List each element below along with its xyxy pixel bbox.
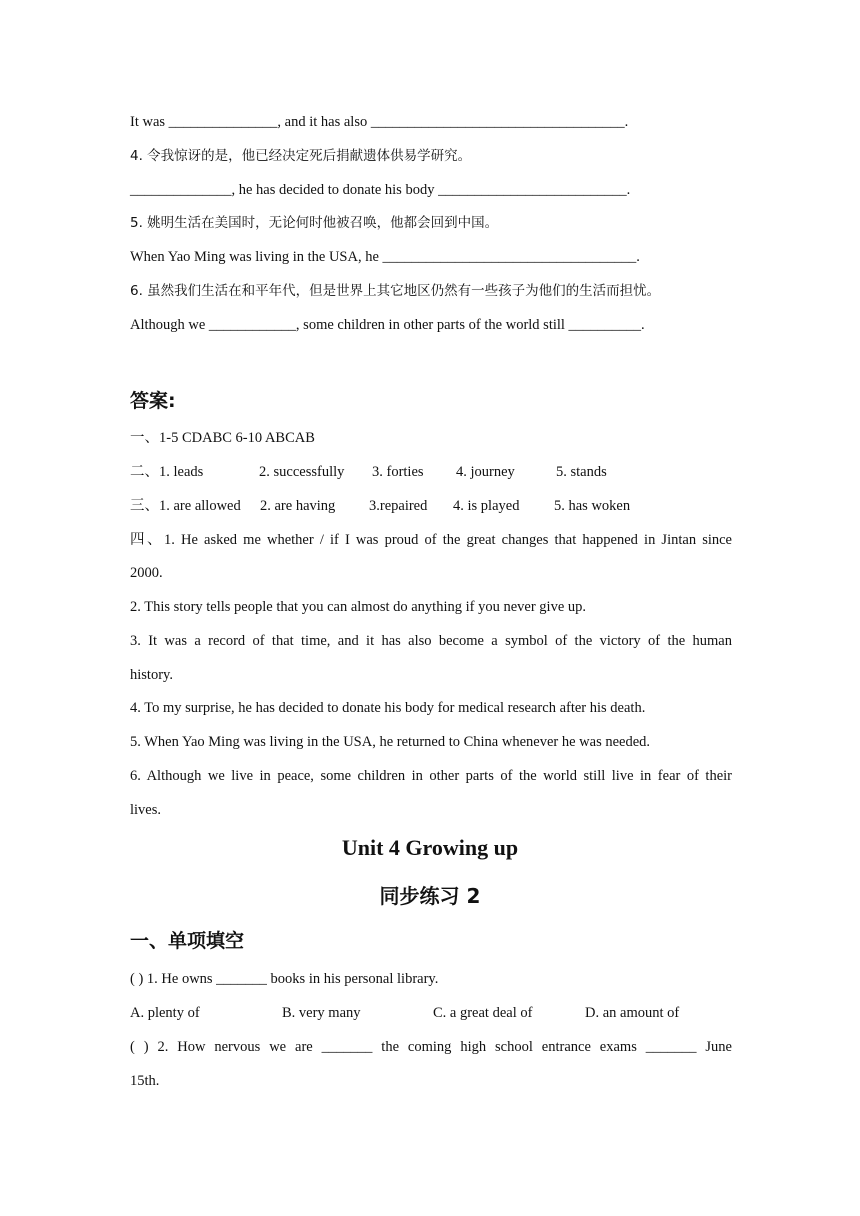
question-1: ( ) 1. He owns _______ books in his personal library.: [130, 971, 439, 987]
q6-english-line: Although we ____________, some children in other parts of the world still __________.: [130, 317, 645, 333]
answer-part2-item: 4. journey: [456, 464, 515, 480]
answers-part2: [130, 463, 732, 481]
unit-title: Unit 4 Growing up: [341, 835, 519, 860]
answers-part4-item6-cont: lives.: [130, 802, 162, 818]
answers-part4-item3: 3. It was a record of that time, and it has also become a symbol of the victory of the human: [130, 633, 732, 649]
q4-chinese-line: 4. 令我惊讶的是，他已经决定死后捐献遗体供易学研究。: [130, 148, 472, 164]
option-b: B. very many: [282, 1005, 361, 1021]
q3-english-line: It was _______________, and it has also ___________________________________.: [130, 114, 629, 130]
answers-part3: [130, 497, 732, 515]
answer-part3-item: 3.repaired: [369, 498, 428, 514]
answers-part1: 一、1-5 CDABC 6-10 ABCAB: [130, 430, 315, 446]
option-c: C. a great deal of: [433, 1005, 533, 1021]
answers-part4-item4: 4. To my surprise, he has decided to donate his body for medical research after his death.: [130, 700, 646, 716]
answer-part3-item: 4. is played: [453, 498, 520, 514]
answers-part4-item2: 2. This story tells people that you can almost do anything if you never give up.: [130, 599, 586, 615]
q5-english-line: When Yao Ming was living in the USA, he ___________________________________.: [130, 249, 640, 265]
answer-part2-item: 3. forties: [372, 464, 424, 480]
question-1-options: [130, 1004, 732, 1022]
answers-part4-item3-cont: history.: [130, 667, 173, 683]
answer-part3-item: 5. has woken: [554, 498, 631, 514]
answer-part2-item: 5. stands: [556, 464, 607, 480]
answers-heading: 答案:: [130, 390, 176, 412]
option-a: A. plenty of: [130, 1005, 200, 1021]
q6-chinese-line: 6. 虽然我们生活在和平年代，但是世界上其它地区仍然有一些孩子为他们的生活而担忧。: [130, 283, 661, 299]
option-d: D. an amount of: [585, 1005, 680, 1021]
answer-part2-label: 二、1. leads: [130, 464, 204, 480]
answers-part4-item5: 5. When Yao Ming was living in the USA, he returned to China whenever he was needed.: [130, 734, 651, 750]
answers-part4-item1: 四、1. He asked me whether / if I was proud of the great changes that happened in Jintan since: [130, 532, 732, 548]
answer-part2-item: 2. successfully: [259, 464, 345, 480]
question-2: ( ) 2. How nervous we are _______ the coming high school entrance exams _______ June: [130, 1039, 732, 1055]
answer-part3-label: 三、1. are allowed: [130, 498, 241, 514]
answer-part3-item: 2. are having: [260, 498, 336, 514]
q5-chinese-line: 5. 姚明生活在美国时，无论何时他被召唤，他都会回到中国。: [130, 215, 499, 231]
unit-subtitle: 同步练习 2: [379, 884, 481, 908]
q4-english-line: ______________, he has decided to donate his body __________________________.: [130, 182, 631, 198]
section1-heading: 一、单项填空: [130, 930, 245, 952]
answers-part4-item6: 6. Although we live in peace, some children in other parts of the world still live in fear of their: [130, 768, 732, 784]
answers-part4-item1-cont: 2000.: [130, 565, 163, 581]
question-2-cont: 15th.: [130, 1073, 160, 1089]
